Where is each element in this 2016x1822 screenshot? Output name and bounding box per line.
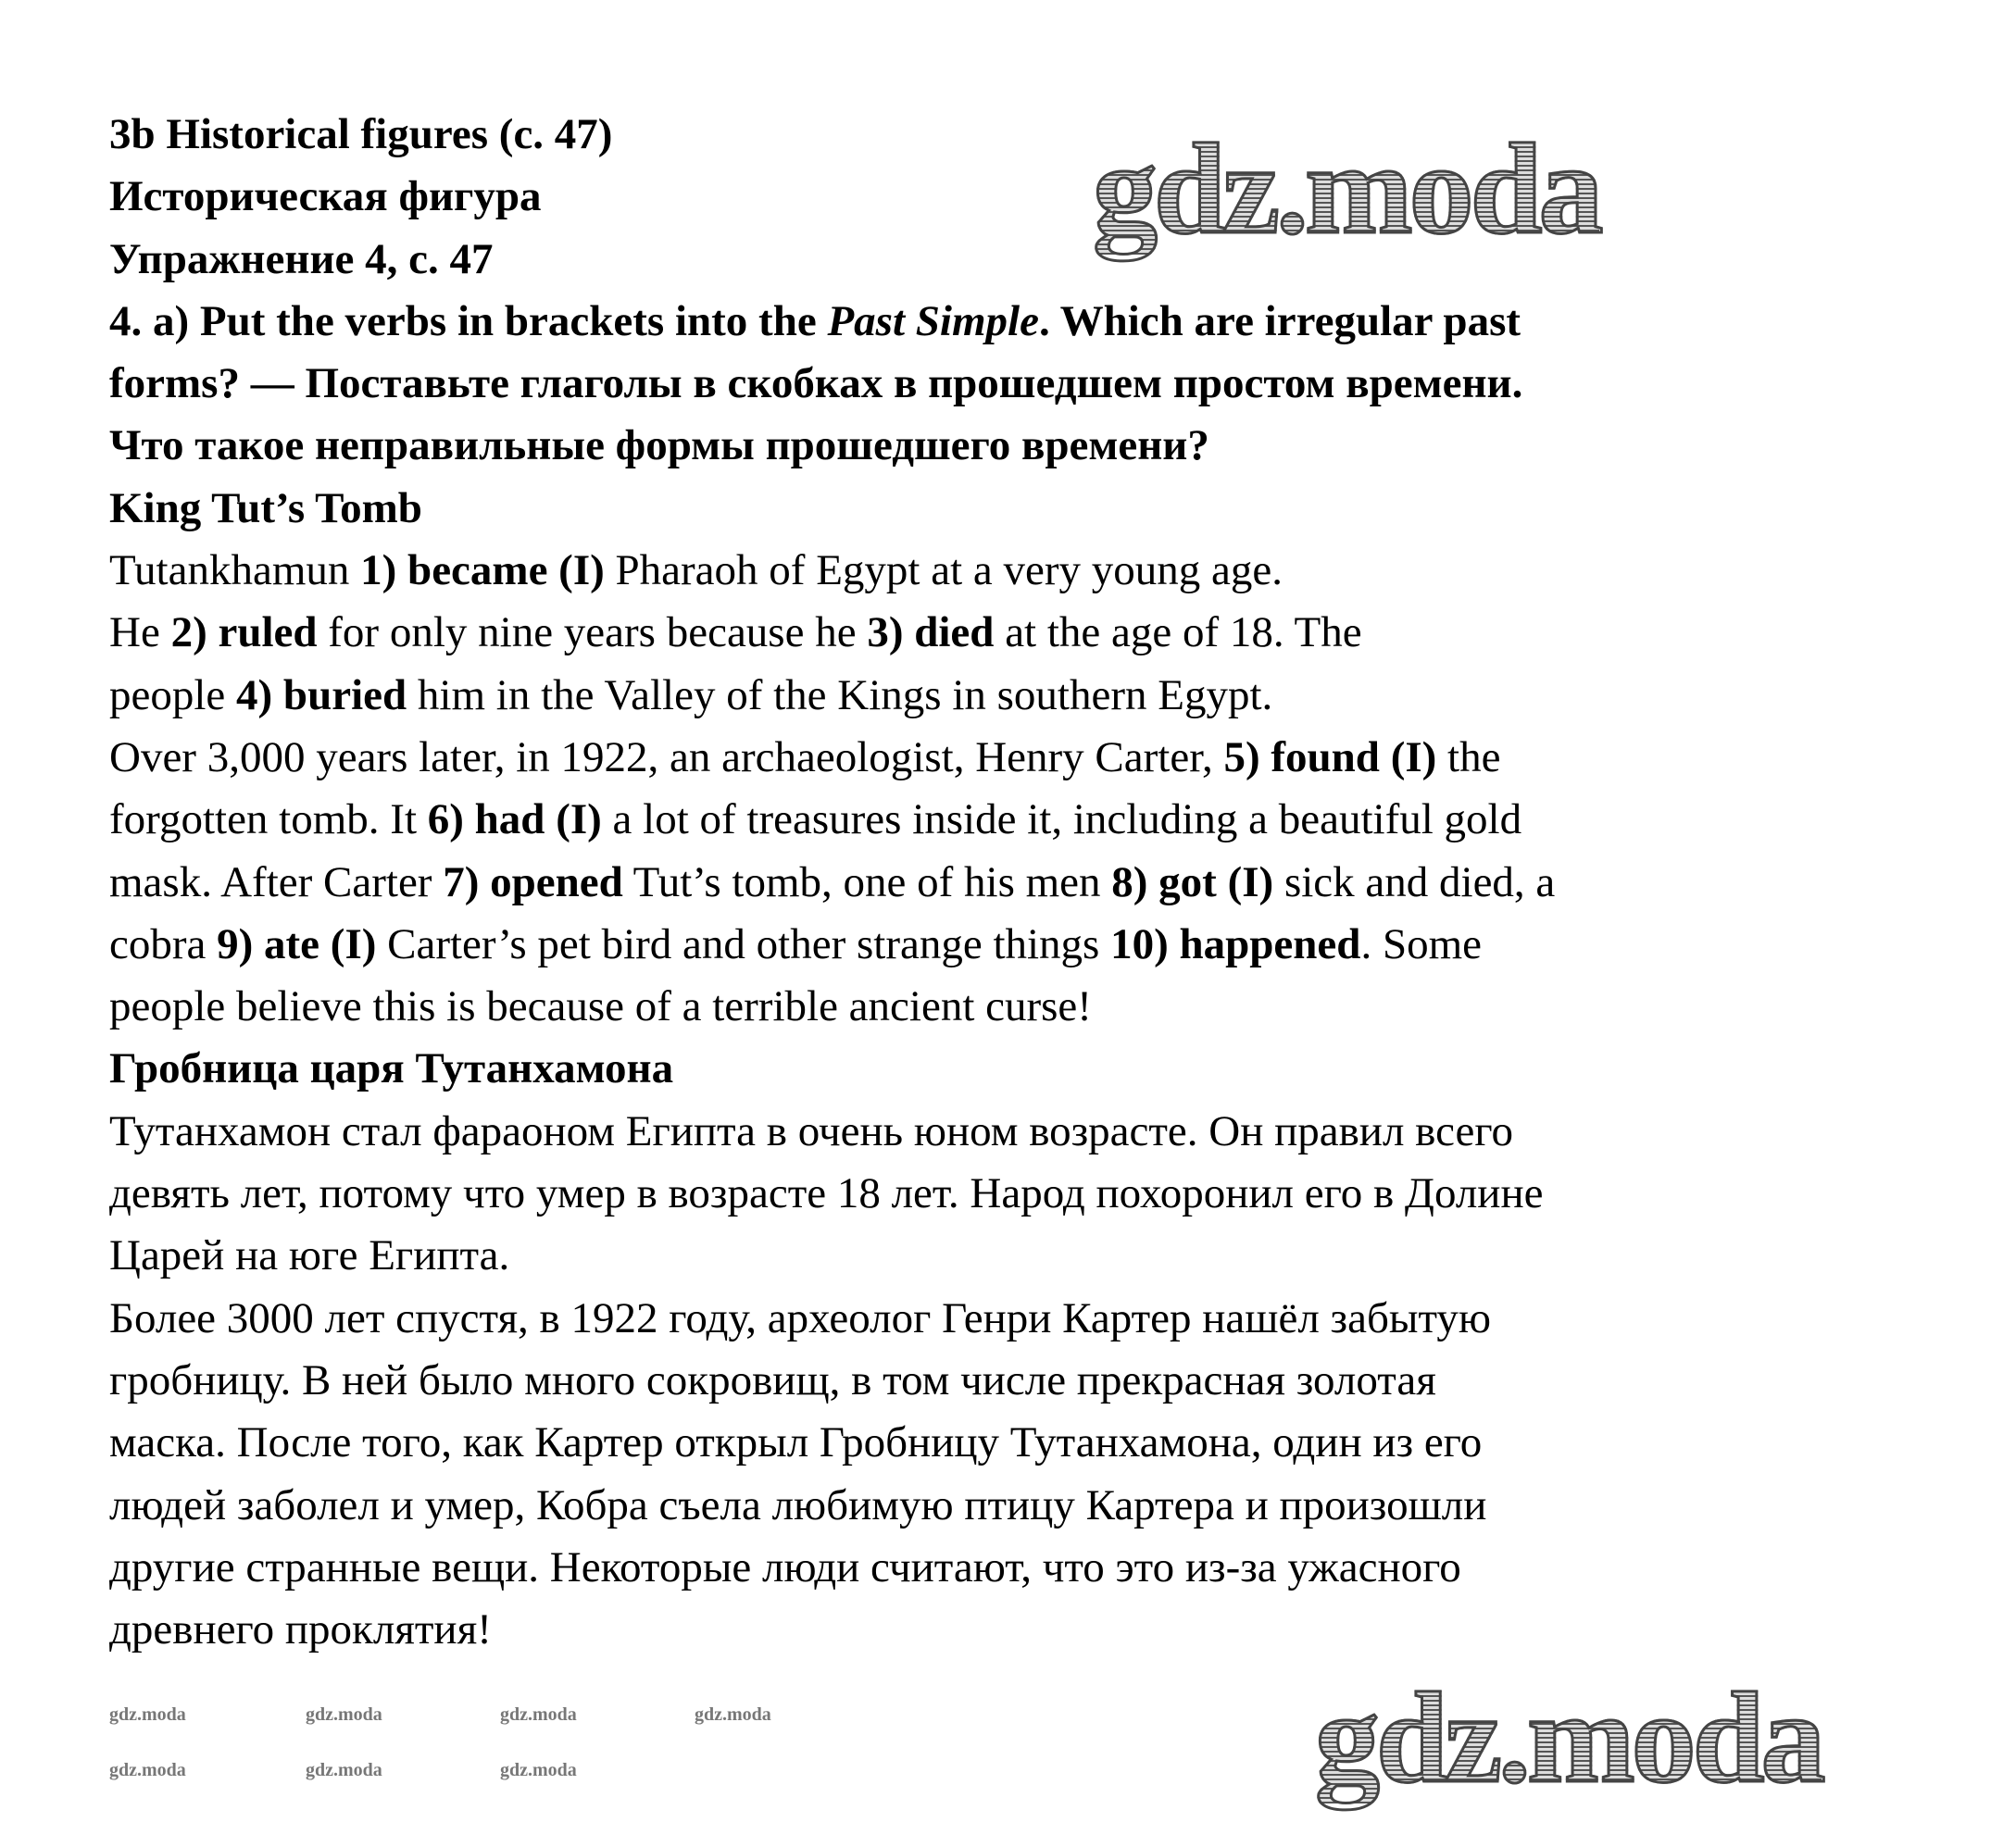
english-line: [109, 602, 1555, 664]
answer-text: 6) had (I): [427, 795, 602, 844]
task-line: [109, 291, 1555, 353]
text-segment: mask. After Carter: [109, 857, 444, 906]
answer-text: 8) got (I): [1111, 857, 1274, 906]
russian-heading: Гробница царя Тутанхамона: [109, 1044, 674, 1093]
english-line: [109, 914, 1555, 976]
english-heading: King Tut’s Tomb: [109, 483, 422, 532]
text-segment: . Some: [1360, 919, 1482, 968]
text-segment: for only nine years because he: [317, 608, 868, 657]
english-line: [109, 540, 1555, 602]
russian-line: людей заболел и умер, Кобра съела любимую птицу Картера и произошли: [109, 1480, 1487, 1529]
watermark-small: gdz.moda: [500, 1704, 577, 1725]
answer-text: Что такое неправильные формы прошедшего времени?: [109, 421, 1209, 470]
answer-text: 4. a) Put the verbs in brackets into the: [109, 296, 828, 345]
watermark-small: gdz.moda: [306, 1760, 382, 1780]
text-segment: cobra: [109, 919, 218, 968]
answer-text: 9) ate (I): [217, 919, 377, 968]
text-segment: Tutankhamun: [109, 546, 361, 595]
text-segment: people believe this is because of a terrible ancient curse!: [109, 982, 1092, 1031]
russian-line: Тутанхамон стал фараоном Египта в очень юном возрасте. Он правил всего: [109, 1106, 1513, 1155]
document-body: [109, 104, 1555, 1661]
text-segment: him in the Valley of the Kings in southern Egypt.: [407, 670, 1273, 719]
russian-line: девять лет, потому что умер в возрасте 18 лет. Народ похоронил его в Долине: [109, 1169, 1544, 1218]
text-segment: sick and died, a: [1273, 857, 1556, 906]
russian-line: гробницу. В ней было много сокровищ, в том числе прекрасная золотая: [109, 1355, 1436, 1404]
english-line: [109, 789, 1555, 851]
answer-text: 2) ruled: [170, 608, 318, 657]
text-segment: at the age of 18. The: [994, 608, 1362, 657]
text-segment: forgotten tomb. It: [109, 795, 428, 844]
russian-line: маска. После того, как Картер открыл Гробницу Тутанхамона, один из его: [109, 1418, 1483, 1467]
watermark-small: gdz.moda: [695, 1704, 771, 1725]
watermark-logo: gdz.moda: [1093, 118, 1600, 261]
text-segment: Over 3,000 years later, in 1922, an archaeologist, Henry Carter,: [109, 732, 1224, 781]
russian-text: [109, 1101, 1555, 1662]
answer-text: 7) opened: [443, 857, 623, 906]
text-segment: He: [109, 608, 171, 657]
watermark-small: gdz.moda: [306, 1704, 382, 1725]
watermark-logo: gdz.moda: [1315, 1666, 1822, 1810]
watermark-small: gdz.moda: [109, 1760, 186, 1780]
exercise-label: Упражнение 4, с. 47: [109, 234, 494, 283]
answer-text: Past Simple: [827, 296, 1039, 345]
text-segment: the: [1436, 732, 1501, 781]
task-line: [109, 415, 1555, 477]
russian-line: древнего проклятия!: [109, 1605, 492, 1654]
russian-line: Царей на юге Египта.: [109, 1231, 510, 1280]
answer-text: 5) found (I): [1223, 732, 1437, 781]
watermark-small: gdz.moda: [109, 1704, 186, 1725]
answer-text: . Which are irregular past: [1038, 296, 1521, 345]
english-line: [109, 852, 1555, 914]
english-text: [109, 540, 1555, 1038]
answer-text: 1) became (I): [360, 546, 605, 595]
text-segment: Tut’s tomb, one of his men: [622, 857, 1112, 906]
english-line: [109, 727, 1555, 789]
text-segment: Carter’s pet bird and other strange things: [376, 919, 1111, 968]
english-line: [109, 976, 1555, 1038]
section-title: 3b Historical figures (с. 47): [109, 110, 613, 158]
section-subtitle: Историческая фигура: [109, 172, 542, 221]
english-line: [109, 665, 1555, 727]
task-line: [109, 353, 1555, 415]
russian-line: другие странные вещи. Некоторые люди считают, что это из-за ужасного: [109, 1542, 1461, 1591]
text-segment: Pharaoh of Egypt at a very young age.: [604, 546, 1283, 595]
watermark-small: gdz.moda: [500, 1760, 577, 1780]
answer-text: 10) happened: [1110, 919, 1361, 968]
text-segment: people: [109, 670, 237, 719]
answer-text: 4) buried: [236, 670, 407, 719]
answer-text: forms? — Поставьте глаголы в скобках в прошедшем простом времени.: [109, 359, 1523, 408]
text-segment: a lot of treasures inside it, including a beautiful gold: [601, 795, 1522, 844]
russian-line: Более 3000 лет спустя, в 1922 году, археолог Генри Картер нашёл забытую: [109, 1293, 1491, 1342]
answer-text: 3) died: [867, 608, 995, 657]
